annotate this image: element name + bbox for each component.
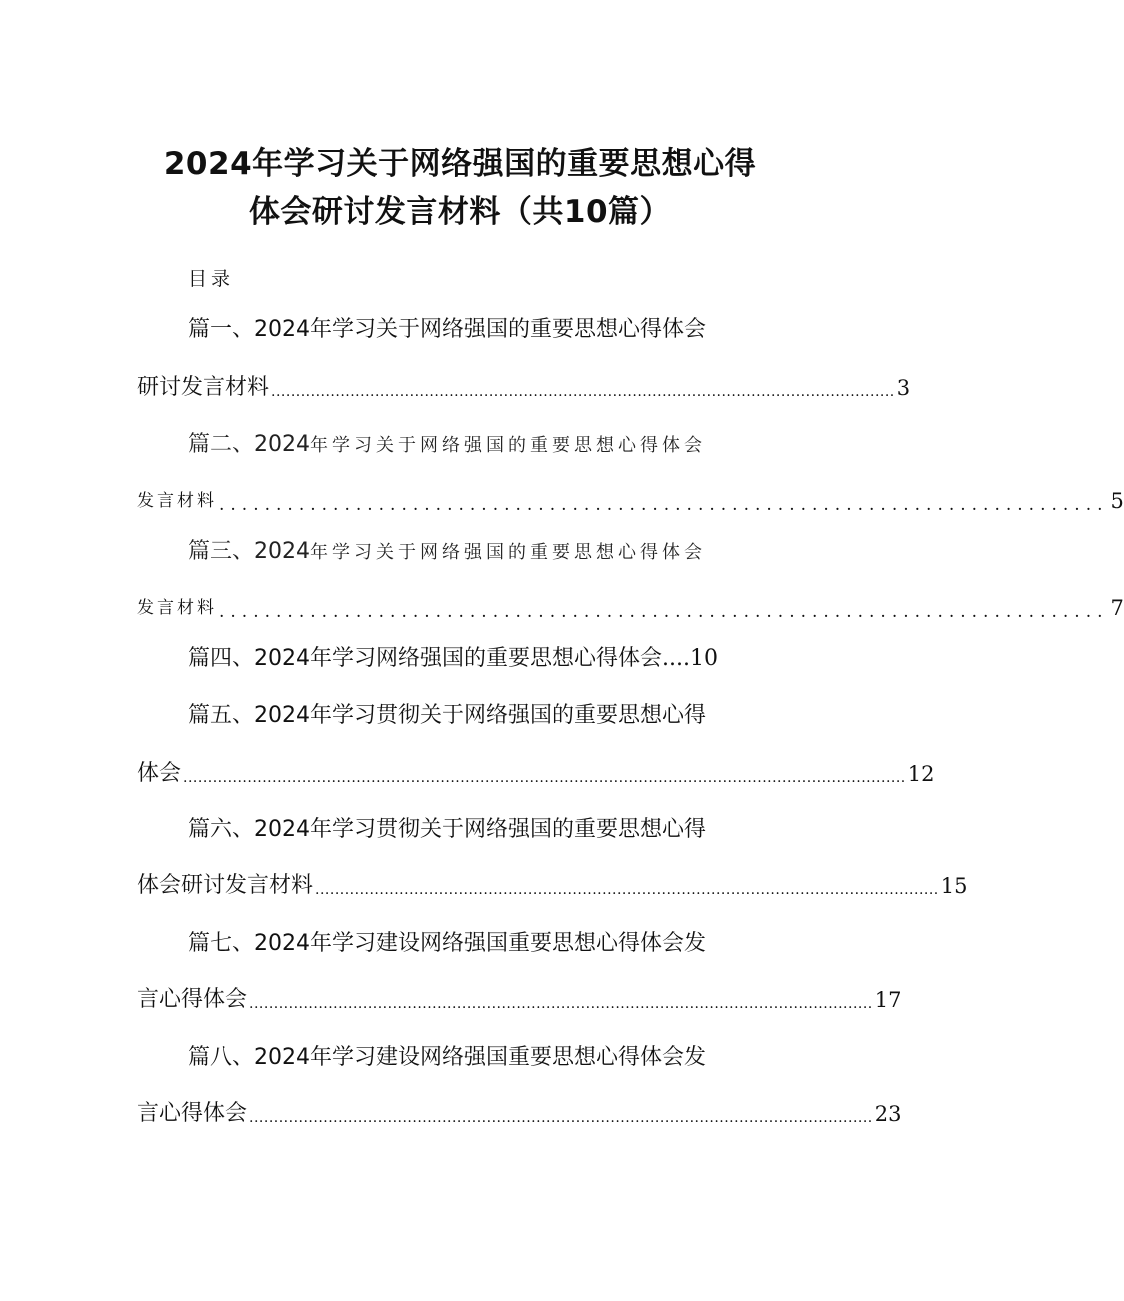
toc-entry-8-line-2[interactable] [137,1099,902,1129]
toc-entry-8-page: 23 [874,1102,902,1126]
toc-heading: 目录 [188,268,235,290]
toc-entry-6-line-2[interactable] [137,871,968,901]
toc-entry-7-line-1[interactable] [188,929,706,959]
document-title-line-2: 体会研讨发言材料（共10篇） [248,194,672,230]
toc-entry-5-line-1[interactable] [188,701,706,731]
toc-entry-5-page: 12 [907,762,935,786]
toc-entry-2-prefix: 篇二、2024 [188,432,310,457]
toc-entry-1-title-cont: 研讨发言材料 [137,375,270,400]
toc-entry-1-prefix: 篇一、2024 [188,317,310,342]
toc-entry-3-leader: .............................................................................. [219,602,1109,622]
toc-entry-6-line-1[interactable] [188,815,706,845]
toc-entry-7-line-2[interactable] [137,985,902,1015]
toc-entry-4-page: 10 [690,646,718,671]
toc-entry-8-line-1[interactable] [188,1043,706,1073]
toc-entry-5-title-cont: 体会 [137,761,182,786]
toc-entry-2-line-2[interactable] [137,486,1124,516]
toc-entry-5-leader: .................................................................................................................................................. [183,770,906,786]
toc-entry-5-line-2[interactable] [137,759,935,789]
toc-entry-8-title: 年学习建设网络强国重要思想心得体会发 [310,1045,707,1070]
toc-entry-2-title-cont: 发言材料 [137,491,217,511]
toc-entry-2-leader: .............................................................................. [219,495,1109,515]
toc-entry-1-title: 年学习关于网络强国的重要思想心得体会 [310,317,707,342]
toc-entry-4[interactable] [188,644,718,674]
toc-entry-6-prefix: 篇六、2024 [188,817,310,842]
toc-entry-3-page: 7 [1110,596,1124,620]
toc-entry-4-title: 年学习网络强国的重要思想心得体会 [310,646,663,671]
toc-entry-2-page: 5 [1110,489,1124,513]
toc-entry-8-leader: .............................................................................................................................. [249,1110,873,1126]
toc-entry-8-title-cont: 言心得体会 [137,1101,248,1126]
toc-entry-6-leader: .............................................................................................................................. [315,882,939,898]
toc-entry-3-line-2[interactable] [137,593,1124,623]
toc-entry-7-title-cont: 言心得体会 [137,987,248,1012]
toc-entry-7-prefix: 篇七、2024 [188,931,310,956]
toc-entry-1-line-1[interactable] [188,315,706,345]
toc-entry-4-leader: .... [662,646,690,671]
toc-entry-7-leader: .............................................................................................................................. [249,996,873,1012]
toc-entry-1-leader: .............................................................................................................................. [271,384,895,400]
toc-entry-6-title-cont: 体会研讨发言材料 [137,873,314,898]
toc-entry-6-title: 年学习贯彻关于网络强国的重要思想心得 [310,817,707,842]
toc-entry-6-page: 15 [940,874,968,898]
toc-entry-5-prefix: 篇五、2024 [188,703,310,728]
toc-entry-3-title-cont: 发言材料 [137,598,217,618]
toc-entry-8-prefix: 篇八、2024 [188,1045,310,1070]
toc-entry-3-prefix: 篇三、2024 [188,539,310,564]
toc-entry-7-title: 年学习建设网络强国重要思想心得体会发 [310,931,707,956]
document-title-line-1: 2024年学习关于网络强国的重要思想心得 [163,146,757,182]
toc-entry-3-title: 年学习关于网络强国的重要思想心得体会 [310,542,706,563]
toc-entry-1-page: 3 [896,376,911,400]
toc-entry-4-prefix: 篇四、2024 [188,646,310,671]
toc-entry-5-title: 年学习贯彻关于网络强国的重要思想心得 [310,703,707,728]
toc-entry-3-line-1[interactable] [188,537,706,568]
toc-entry-2-line-1[interactable] [188,430,706,461]
toc-entry-2-title: 年学习关于网络强国的重要思想心得体会 [310,435,706,456]
toc-entry-7-page: 17 [874,988,902,1012]
toc-entry-1-line-2[interactable] [137,373,911,403]
